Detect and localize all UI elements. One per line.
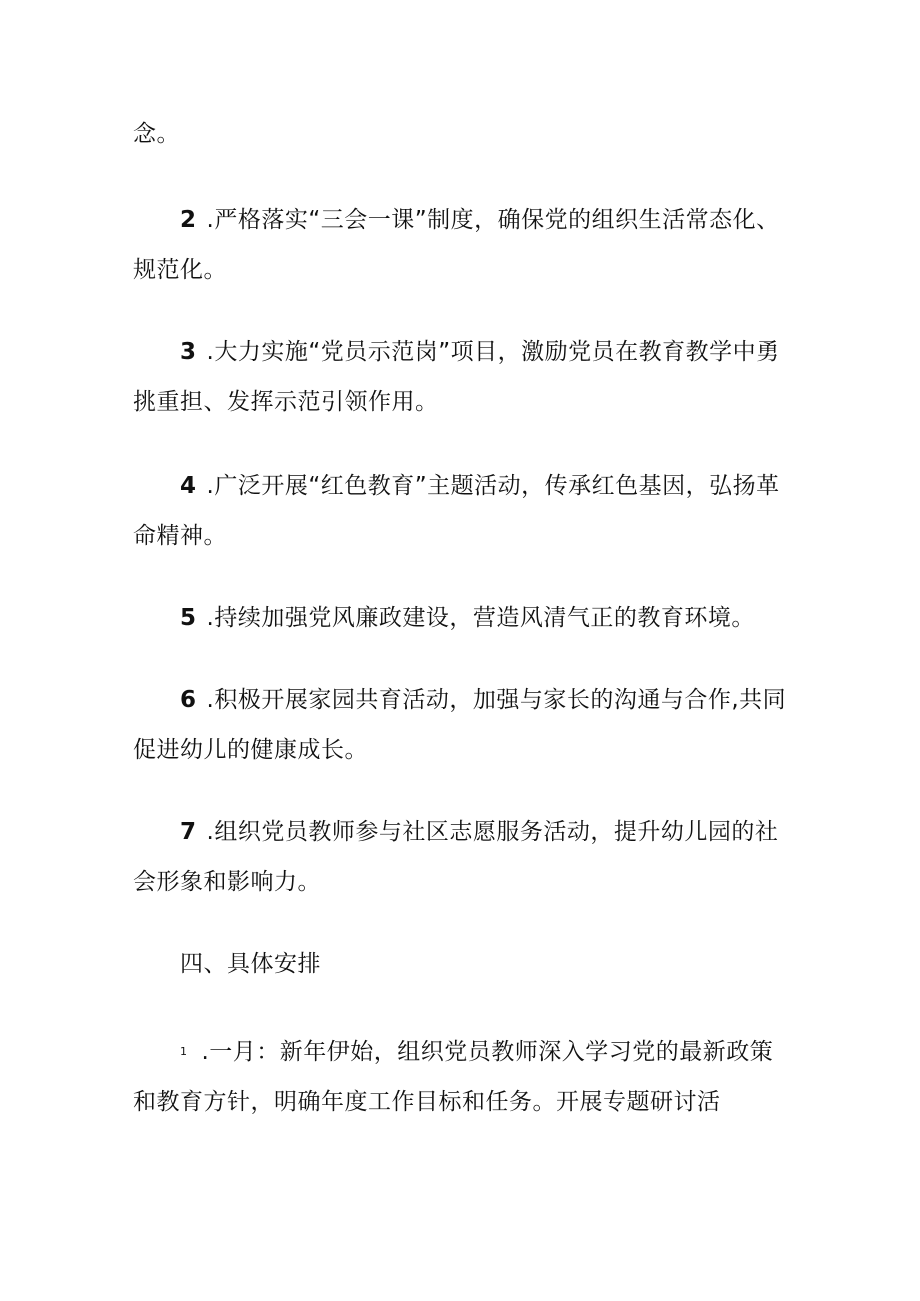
schedule-item-1-line1 (180, 1036, 860, 1068)
list-item-2-line2: 规范化。 (133, 257, 227, 283)
list-item-2-line1 (180, 204, 860, 236)
item-number: 4 (180, 473, 197, 499)
item-text: .严格落实“三会一课”制度，确保党的组织生活常态化、 (206, 207, 780, 233)
list-item-3-line1 (180, 336, 860, 368)
item-number: 5 (180, 605, 197, 631)
item-text: .持续加强党风廉政建设，营造风清气正的教育环境。 (206, 605, 755, 631)
continuation-text: 念。 (133, 121, 180, 147)
list-item-3-line2: 挑重担、发挥示范引领作用。 (133, 389, 439, 415)
schedule-item-1-line2: 和教育方针，明确年度工作目标和任务。开展专题研讨活 (133, 1089, 721, 1115)
list-item-6-line1 (180, 684, 860, 716)
item-text: .大力实施“党员示范岗”项目，激励党员在教育教学中勇 (206, 339, 780, 365)
list-item-7-line2: 会形象和影响力。 (133, 869, 321, 895)
item-number: 1 (180, 1045, 188, 1058)
item-number: 3 (180, 339, 197, 365)
item-text: .积极开展家园共育活动，加强与家长的沟通与合作,共同 (206, 687, 787, 713)
item-number: 2 (180, 207, 197, 233)
item-text: .一月：新年伊始，组织党员教师深入学习党的最新政策 (201, 1039, 774, 1065)
item-number: 7 (180, 819, 197, 845)
list-item-6-line2: 促进幼儿的健康成长。 (133, 737, 368, 763)
item-number: 6 (180, 687, 197, 713)
section-heading: 四、具体安排 (180, 951, 321, 977)
item-text: .组织党员教师参与社区志愿服务活动，提升幼儿园的社 (206, 819, 779, 845)
list-item-7-line1 (180, 816, 860, 848)
list-item-4-line2: 命精神。 (133, 523, 227, 549)
list-item-4-line1 (180, 470, 860, 502)
item-text: .广泛开展“红色教育”主题活动，传承红色基因，弘扬革 (206, 473, 780, 499)
list-item-5-line1 (180, 602, 860, 634)
